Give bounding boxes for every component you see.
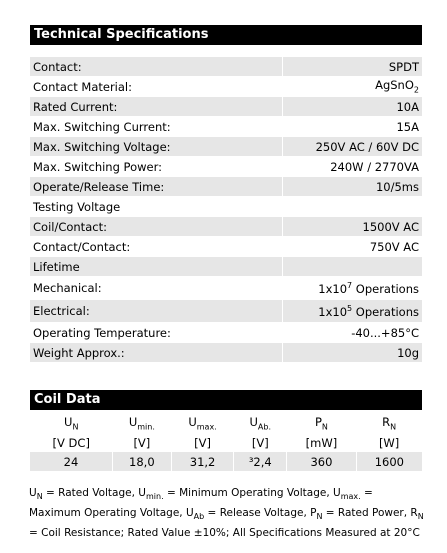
spec-row [30,117,422,137]
spec-row [30,277,422,300]
spec-value-empty [283,197,423,217]
coil-data-header: Coil Data [30,390,422,410]
symbol-main: P [314,415,322,430]
spec-value: 10A [283,97,423,117]
spec-label: Mechanical: [30,277,283,300]
spec-value [283,277,423,300]
spec-row [30,97,422,117]
coil-symbol [356,414,422,433]
coil-unit: [mW] [305,435,338,450]
spec-row [30,177,422,197]
spec-value: -40...+85°C [283,323,423,343]
coil-value: 1600 [356,452,422,471]
spec-value-pre: 1x10 [318,281,348,296]
spec-row [30,137,422,157]
spec-label: Weight Approx.: [30,343,283,363]
spec-label: Contact: [30,57,283,77]
spec-label: Operate/Release Time: [30,177,283,197]
coil-symbol [287,414,357,433]
spec-label: Max. Switching Power: [30,157,283,177]
symbol-main: U [188,415,197,430]
symbol-main: U [249,415,258,430]
spec-label: Coil/Contact: [30,217,283,237]
spec-row [30,57,422,77]
spec-value: 1500V AC [283,217,423,237]
footnote-text: = Minimum Operating Voltage, U [163,487,341,499]
coil-unit: [V] [194,435,211,450]
symbol-main: R [382,415,391,430]
coil-value-row [30,452,422,471]
footnote-sub: max. [340,492,361,502]
footnote-sub: N [316,512,323,522]
coil-symbol [171,414,234,433]
spec-value: 15A [283,117,423,137]
spec-value-post: Operations [352,281,419,296]
coil-data-section [30,390,422,471]
coil-unit: [V DC] [52,435,90,450]
spec-value-main: AgSnO [375,78,414,93]
tech-specs-table [30,57,422,363]
spec-label: Contact/Contact: [30,237,283,257]
spec-value-empty [283,257,423,277]
symbol-sub: min. [137,422,155,432]
spec-label: Contact Material: [30,77,283,97]
spec-value: 10g [283,343,423,363]
coil-value: ³2,4 [234,452,287,471]
symbol-main: U [128,415,138,430]
spec-value [283,300,423,323]
spec-section-label: Testing Voltage [30,197,283,217]
footnote-text: = Release Voltage, P [204,507,317,520]
spec-label: Electrical: [30,300,283,323]
spec-label: Operating Temperature: [30,323,283,343]
spec-value: SPDT [283,57,423,77]
footnote-sub: N [36,492,43,502]
spec-row [30,77,422,97]
footnote-text: U [29,487,37,499]
coil-data-table [30,414,422,471]
footnote-text: = Rated Power, R [322,507,418,520]
coil-value: 18,0 [113,452,172,471]
symbol-sub: max. [196,422,217,432]
spec-row [30,217,422,237]
symbol-sub: N [321,422,328,432]
spec-value-post: Operations [352,304,419,319]
coil-value: 31,2 [171,452,234,471]
spec-value: 750V AC [283,237,423,257]
coil-symbol [30,414,113,433]
footnote-sub: min. [145,492,164,502]
spec-value [283,77,423,97]
coil-symbol [234,414,287,433]
spec-row [30,157,422,177]
spec-row [30,323,422,343]
spec-label: Max. Switching Current: [30,117,283,137]
spec-row [30,343,422,363]
footnote-text: = Coil Resistance; Rated Value ±10%; All Specifications Measured at 20°C [29,527,420,540]
spec-value: 10/5ms [283,177,423,197]
spec-label: Rated Current: [30,97,283,117]
symbol-sub: Ab. [257,422,272,432]
spec-value-exp: 5 [347,303,353,313]
technical-specifications-section [30,25,422,363]
spec-value: 250V AC / 60V DC [283,137,423,157]
spec-value-sub: 2 [413,85,419,95]
spec-section-row [30,197,422,217]
spec-row [30,300,422,323]
coil-unit: [V] [133,435,151,450]
symbol-main: U [64,415,73,430]
spec-value-exp: 7 [347,280,353,290]
spec-section-row [30,257,422,277]
coil-symbol-row [30,414,422,433]
coil-value: 24 [30,452,113,471]
footnote-sub: N [417,512,424,522]
spec-section-label: Lifetime [30,257,283,277]
symbol-sub: N [390,422,397,432]
coil-unit: [W] [378,435,400,450]
spec-value: 240W / 2770VA [283,157,423,177]
footnote-text: = Maximum Operating Voltage, U [29,487,373,520]
spec-value-pre: 1x10 [318,304,348,319]
spec-label: Max. Switching Voltage: [30,137,283,157]
coil-value: 360 [287,452,357,471]
coil-symbol [113,414,172,433]
footnote-text: = Rated Voltage, U [42,487,146,499]
symbol-sub: N [72,422,79,432]
tech-specs-header: Technical Specifications [30,25,422,45]
coil-footnote [29,485,425,541]
coil-unit: [V] [251,435,269,450]
footnote-sub: Ab [193,512,205,522]
spec-row [30,237,422,257]
coil-unit-row [30,433,422,452]
